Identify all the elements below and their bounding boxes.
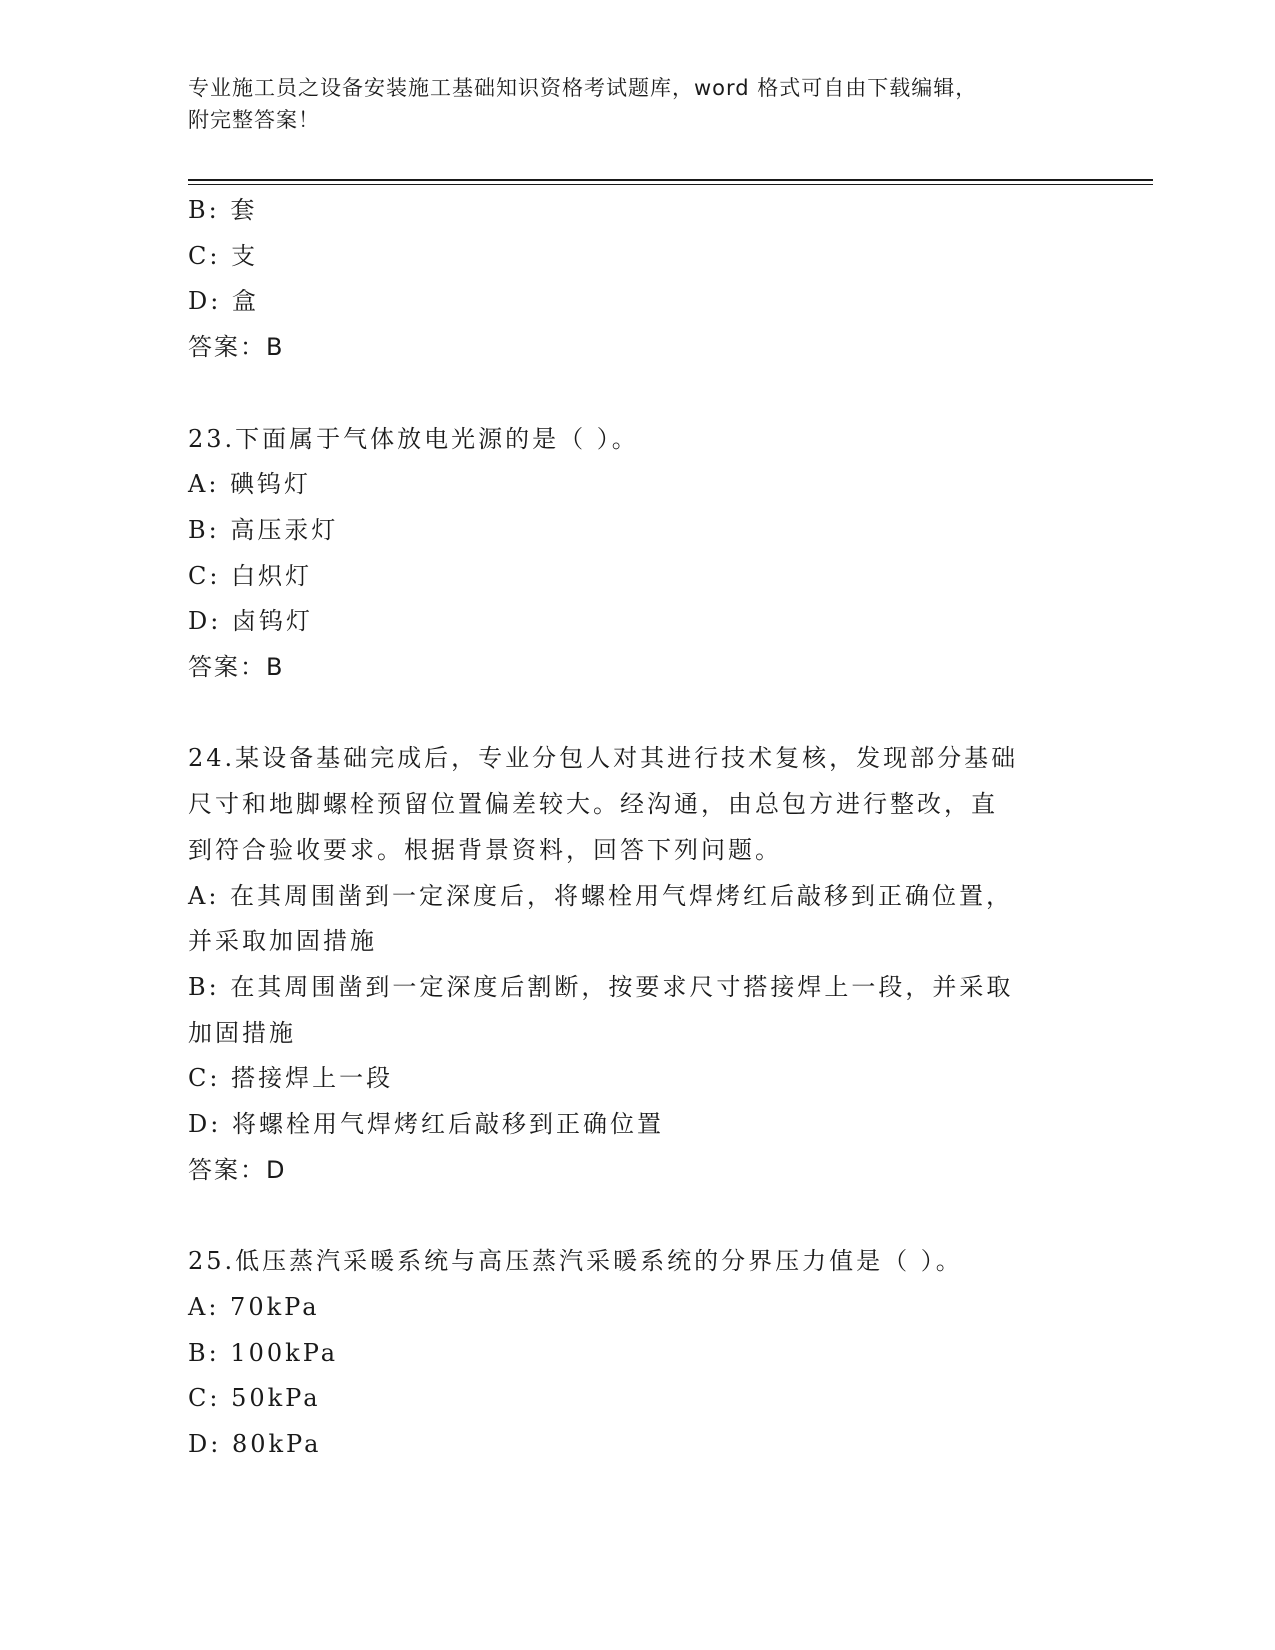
option-c: C: 搭接焊上一段 bbox=[188, 1064, 394, 1093]
question-text-line-1: 24.某设备基础完成后，专业分包人对其进行技术复核，发现部分基础 bbox=[188, 744, 1019, 773]
document-header bbox=[188, 72, 1088, 136]
option-b: B: 套 bbox=[188, 196, 258, 224]
option-d: D: 将螺栓用气焊烤红后敲移到正确位置 bbox=[188, 1110, 664, 1139]
spacer bbox=[188, 371, 1088, 417]
answer: 答案：D bbox=[188, 1155, 287, 1184]
question-text: 25.低压蒸汽采暖系统与高压蒸汽采暖系统的分界压力值是（ ）。 bbox=[188, 1247, 963, 1276]
option-b-line-1: B: 在其周围凿到一定深度后割断，按要求尺寸搭接焊上一段，并采取 bbox=[188, 972, 1014, 1001]
answer: 答案：B bbox=[188, 653, 285, 682]
document-body bbox=[188, 188, 1088, 1468]
question-25 bbox=[188, 1239, 1088, 1468]
option-a: A: 碘钨灯 bbox=[188, 470, 312, 499]
header-divider-thin bbox=[188, 184, 1153, 185]
option-d: D: 盒 bbox=[188, 287, 259, 316]
option-c: C: 支 bbox=[188, 241, 259, 270]
spacer bbox=[188, 691, 1088, 737]
option-b: B: 高压汞灯 bbox=[188, 515, 339, 544]
header-line-2: 附完整答案！ bbox=[188, 108, 320, 132]
option-a-line-1: A: 在其周围凿到一定深度后，将螺栓用气焊烤红后敲移到正确位置， bbox=[188, 881, 1014, 910]
question-text-line-2: 尺寸和地脚螺栓预留位置偏差较大。经沟通，由总包方进行整改，直 bbox=[188, 790, 998, 819]
question-23 bbox=[188, 417, 1088, 691]
option-b-line-2: 加固措施 bbox=[188, 1018, 296, 1047]
question-text-line-3: 到符合验收要求。根据背景资料，回答下列问题。 bbox=[188, 835, 782, 864]
option-c: C: 白炽灯 bbox=[188, 561, 313, 590]
option-d: D: 80kPa bbox=[188, 1429, 322, 1458]
header-divider-thick bbox=[188, 179, 1153, 181]
header-line-1: 专业施工员之设备安装施工基础知识资格考试题库，word 格式可自由下载编辑， bbox=[188, 76, 978, 100]
option-b: B: 100kPa bbox=[188, 1338, 339, 1367]
question-22 bbox=[188, 188, 1088, 371]
option-d: D: 卤钨灯 bbox=[188, 607, 313, 636]
option-a: A: 70kPa bbox=[188, 1292, 320, 1321]
question-24 bbox=[188, 736, 1088, 1193]
option-a-line-2: 并采取加固措施 bbox=[188, 927, 377, 956]
answer: 答案：B bbox=[188, 333, 285, 362]
question-text: 23.下面属于气体放电光源的是（ ）。 bbox=[188, 424, 639, 453]
option-c: C: 50kPa bbox=[188, 1384, 321, 1413]
spacer bbox=[188, 1193, 1088, 1239]
